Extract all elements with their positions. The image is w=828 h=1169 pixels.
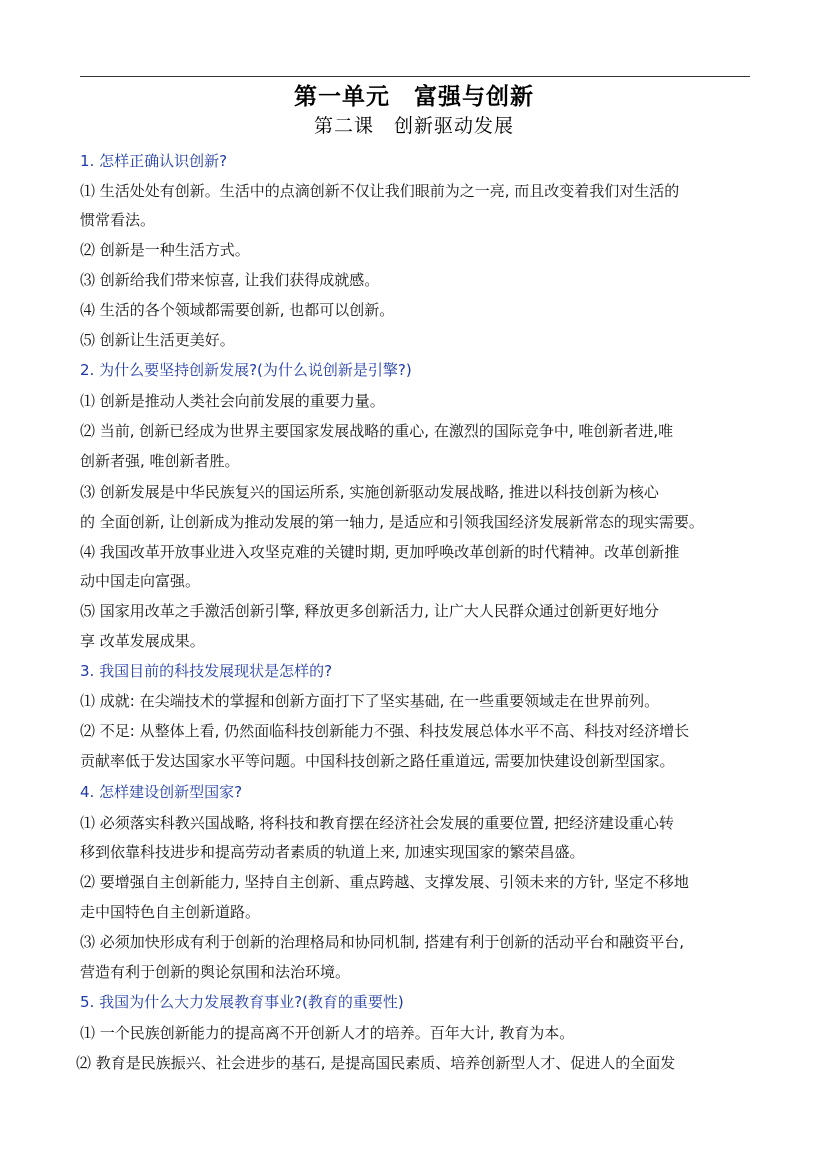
body-line: ⑵ 不足: 从整体上看, 仍然面临科技创新能力不强、科技发展总体水平不高、科技对经济增长	[80, 722, 690, 740]
body-line: 创新者强, 唯创新者胜。	[80, 452, 240, 470]
section-heading: 1. 怎样正确认识创新?	[80, 152, 228, 170]
body-line: ⑷ 生活的各个领域都需要创新, 也都可以创新。	[80, 301, 395, 319]
body-line: 走中国特色自主创新道路。	[80, 903, 261, 921]
body-line: 的 全面创新, 让创新成为推动发展的第一轴力, 是适应和引领我国经济发展新常态的现实需要。	[80, 513, 704, 531]
section-heading: 4. 怎样建设创新型国家?	[80, 783, 243, 801]
body-line: ⑸ 国家用改革之手激活创新引擎, 释放更多创新活力, 让广大人民群众通过创新更好地分	[80, 602, 659, 620]
unit-title: 第一单元 富强与创新	[294, 83, 534, 110]
body-line: ⑴ 必须落实科教兴国战略, 将科技和教育摆在经济社会发展的重要位置, 把经济建设重心转	[80, 814, 674, 832]
body-line: ⑷ 我国改革开放事业进入攻坚克难的关键时期, 更加呼唤改革创新的时代精神。改革创新推	[80, 543, 680, 561]
body-line: ⑴ 生活处处有创新。生活中的点滴创新不仅让我们眼前为之一亮, 而且改变着我们对生活的	[80, 182, 680, 200]
body-line: ⑶ 必须加快形成有利于创新的治理格局和协同机制, 搭建有利于创新的活动平台和融资平台,	[80, 933, 685, 951]
body-line: 移到依靠科技进步和提高劳动者素质的轨道上来, 加速实现国家的繁荣昌盛。	[80, 843, 585, 861]
body-line: 惯常看法。	[80, 211, 156, 229]
body-line: ⑸ 创新让生活更美好。	[80, 331, 235, 349]
body-line: 动中国走向富强。	[80, 572, 201, 590]
body-line: ⑵ 教育是民族振兴、社会进步的基石, 是提高国民素质、培养创新型人才、促进人的全面发	[76, 1054, 676, 1072]
body-line: 贡献率低于发达国家水平等问题。中国科技创新之路任重道远, 需要加快建设创新型国家。	[80, 752, 675, 770]
body-line: ⑴ 成就: 在尖端技术的掌握和创新方面打下了坚实基础, 在一些重要领域走在世界前列。	[80, 692, 660, 710]
body-line: ⑶ 创新发展是中华民族复兴的国运所系, 实施创新驱动发展战略, 推进以科技创新为核心	[80, 483, 659, 501]
body-line: ⑵ 当前, 创新已经成为世界主要国家发展战略的重心, 在激烈的国际竞争中, 唯创新者进,唯	[80, 422, 674, 440]
body-line: 享 改革发展成果。	[80, 632, 205, 650]
body-line: ⑴ 创新是推动人类社会向前发展的重要力量。	[80, 392, 385, 410]
section-heading: 2. 为什么要坚持创新发展?(为什么说创新是引擎?)	[80, 361, 412, 379]
body-line: ⑵ 创新是一种生活方式。	[80, 241, 250, 259]
body-line: ⑵ 要增强自主创新能力, 坚持自主创新、重点跨越、支撑发展、引领未来的方针, 坚定不移地	[80, 873, 689, 891]
lesson-title: 第二课 创新驱动发展	[313, 115, 514, 137]
body-line: ⑶ 创新给我们带来惊喜, 让我们获得成就感。	[80, 271, 380, 289]
top-rule	[80, 76, 750, 77]
body-line: ⑴ 一个民族创新能力的提高离不开创新人才的培养。百年大计, 教育为本。	[80, 1024, 575, 1042]
section-heading: 3. 我国目前的科技发展现状是怎样的?	[80, 662, 333, 680]
section-heading: 5. 我国为什么大力发展教育事业?(教育的重要性)	[80, 993, 404, 1011]
body-line: 营造有利于创新的舆论氛围和法治环境。	[80, 963, 351, 981]
